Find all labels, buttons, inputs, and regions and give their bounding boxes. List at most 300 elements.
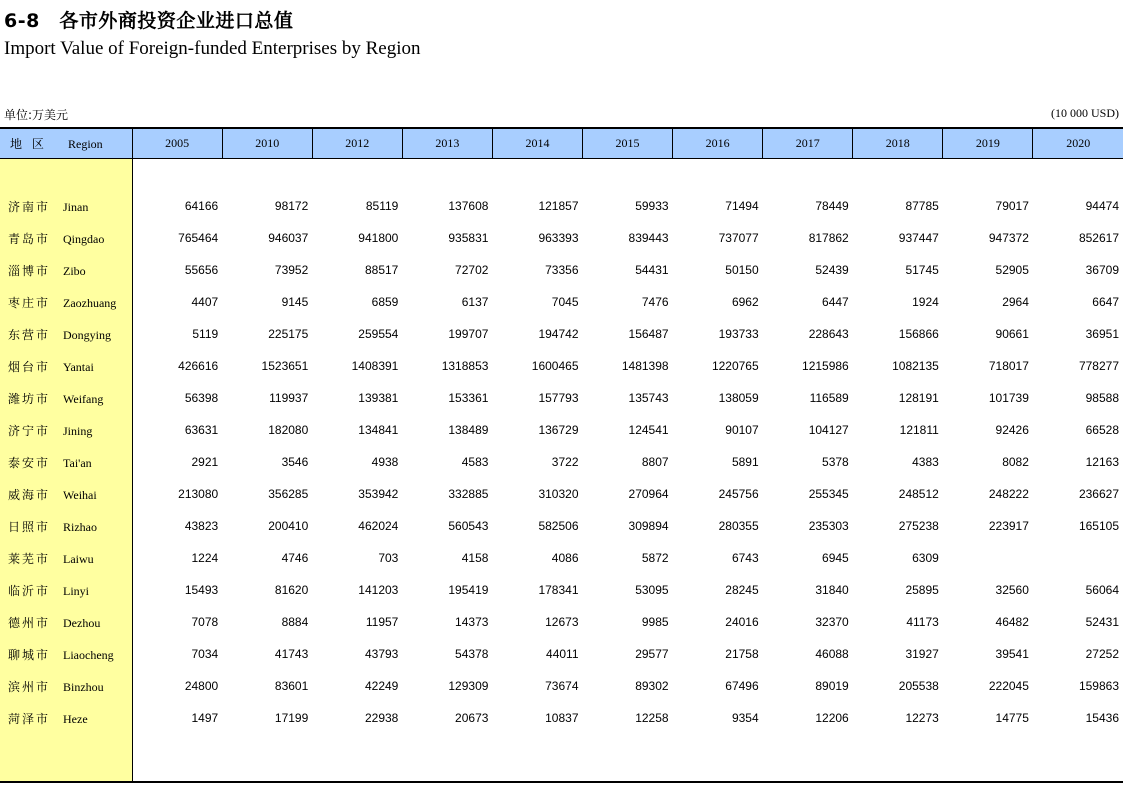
region-name-en: Liaocheng xyxy=(63,647,114,662)
value-cell: 66528 xyxy=(1085,423,1119,437)
table-row xyxy=(0,638,1123,670)
value-cell: 52431 xyxy=(1085,615,1119,629)
value-cell: 29577 xyxy=(635,647,669,661)
value-cell: 4407 xyxy=(191,295,219,309)
value-cell: 4086 xyxy=(551,551,579,565)
value-cell: 36709 xyxy=(1085,263,1119,277)
value-cell: 79017 xyxy=(995,199,1029,213)
empty-cell xyxy=(853,158,943,190)
spacer-row xyxy=(0,734,1123,782)
value-cell: 213080 xyxy=(178,487,219,501)
value-cell: 135743 xyxy=(628,391,669,405)
value-cell: 248222 xyxy=(988,487,1029,501)
value-cell: 1408391 xyxy=(351,359,399,373)
region-name-en: Weihai xyxy=(63,487,97,502)
region-name-cn: 泰安市 xyxy=(8,455,51,470)
region-cell xyxy=(0,510,132,542)
value-cell: 1600465 xyxy=(531,359,579,373)
value-cell: 817862 xyxy=(808,231,849,245)
value-cell: 43793 xyxy=(364,647,399,661)
table-row xyxy=(0,478,1123,510)
value-cell: 32560 xyxy=(995,583,1029,597)
value-cell: 194742 xyxy=(538,327,579,341)
value-cell: 63631 xyxy=(184,423,219,437)
empty-cell xyxy=(132,158,222,190)
region-name-cn: 威海市 xyxy=(8,487,51,502)
value-cell: 9985 xyxy=(641,615,669,629)
empty-cell xyxy=(943,158,1033,190)
value-cell: 46088 xyxy=(815,647,849,661)
value-cell: 235303 xyxy=(808,519,849,533)
value-cell: 73952 xyxy=(274,263,309,277)
value-cell: 5872 xyxy=(641,551,669,565)
value-cell: 98172 xyxy=(274,199,309,213)
value-cell: 88517 xyxy=(364,263,399,277)
value-cell: 43823 xyxy=(184,519,219,533)
empty-cell xyxy=(673,158,763,190)
value-cell: 946037 xyxy=(268,231,309,245)
value-cell: 9354 xyxy=(731,711,759,725)
value-cell: 94474 xyxy=(1085,199,1119,213)
empty-cell xyxy=(312,734,402,782)
value-cell: 54378 xyxy=(455,647,489,661)
region-name-cn: 临沂市 xyxy=(8,583,51,598)
value-cell: 67496 xyxy=(725,679,759,693)
page-title-cn: 6-8 各市外商投资企业进口总值 xyxy=(4,10,294,32)
value-cell: 7476 xyxy=(641,295,669,309)
empty-cell xyxy=(583,158,673,190)
value-cell: 245756 xyxy=(718,487,759,501)
value-cell: 4383 xyxy=(912,455,939,469)
region-cell xyxy=(0,158,132,190)
value-cell: 4583 xyxy=(461,455,489,469)
year-header: 2019 xyxy=(943,128,1033,158)
value-cell: 15493 xyxy=(184,583,219,597)
value-cell: 310320 xyxy=(538,487,579,501)
region-header-en: Region xyxy=(68,136,103,151)
region-name-en: Linyi xyxy=(63,583,89,598)
region-name-cn: 日照市 xyxy=(8,519,51,534)
value-cell: 129309 xyxy=(448,679,489,693)
value-cell: 12163 xyxy=(1085,455,1119,469)
value-cell: 6743 xyxy=(731,551,759,565)
value-cell: 53095 xyxy=(635,583,669,597)
value-cell: 1924 xyxy=(912,295,939,309)
value-cell: 1220765 xyxy=(711,359,759,373)
value-cell: 36951 xyxy=(1085,327,1119,341)
value-cell: 92426 xyxy=(995,423,1029,437)
value-cell: 20673 xyxy=(455,711,489,725)
region-name-en: Yantai xyxy=(63,359,94,374)
value-cell: 73356 xyxy=(545,263,579,277)
value-cell: 25895 xyxy=(905,583,939,597)
value-cell: 56064 xyxy=(1085,583,1119,597)
region-cell xyxy=(0,350,132,382)
table-row xyxy=(0,190,1123,222)
region-name-en: Zaozhuang xyxy=(63,295,117,310)
value-cell: 255345 xyxy=(808,487,849,501)
value-cell: 89302 xyxy=(635,679,669,693)
value-cell: 24016 xyxy=(725,615,759,629)
value-cell: 22938 xyxy=(364,711,399,725)
year-header: 2005 xyxy=(132,128,222,158)
page-title-en: Import Value of Foreign-funded Enterprises by Region xyxy=(4,38,421,59)
region-cell xyxy=(0,574,132,606)
value-cell: 134841 xyxy=(358,423,399,437)
table-row xyxy=(0,222,1123,254)
region-cell xyxy=(0,670,132,702)
region-name-cn: 德州市 xyxy=(8,615,51,630)
year-header: 2015 xyxy=(583,128,673,158)
value-cell: 71494 xyxy=(725,199,759,213)
region-name-en: Qingdao xyxy=(63,231,105,246)
value-cell: 104127 xyxy=(808,423,849,437)
value-cell: 4938 xyxy=(371,455,399,469)
table-row xyxy=(0,350,1123,382)
value-cell xyxy=(943,542,1033,574)
value-cell: 5119 xyxy=(192,327,219,341)
value-cell: 2921 xyxy=(191,455,219,469)
value-cell: 52905 xyxy=(995,263,1029,277)
value-cell: 1497 xyxy=(191,711,219,725)
value-cell: 228643 xyxy=(808,327,849,341)
value-cell: 59933 xyxy=(635,199,669,213)
value-cell: 259554 xyxy=(358,327,399,341)
value-cell: 78449 xyxy=(815,199,849,213)
value-cell: 7045 xyxy=(551,295,579,309)
value-cell: 50150 xyxy=(725,263,759,277)
value-cell: 270964 xyxy=(628,487,669,501)
region-name-cn: 东营市 xyxy=(8,327,51,342)
empty-cell xyxy=(492,158,582,190)
value-cell: 9145 xyxy=(281,295,309,309)
year-header: 2016 xyxy=(673,128,763,158)
empty-cell xyxy=(583,734,673,782)
empty-cell xyxy=(312,158,402,190)
value-cell: 55656 xyxy=(184,263,219,277)
value-cell: 6309 xyxy=(912,551,939,565)
value-cell: 6447 xyxy=(822,295,849,309)
value-cell: 8807 xyxy=(641,455,669,469)
value-cell: 937447 xyxy=(898,231,939,245)
value-cell: 5891 xyxy=(731,455,759,469)
value-cell: 6647 xyxy=(1092,295,1119,309)
value-cell: 200410 xyxy=(268,519,309,533)
spacer-row xyxy=(0,158,1123,190)
empty-cell xyxy=(222,734,312,782)
value-cell: 718017 xyxy=(988,359,1029,373)
value-cell: 12273 xyxy=(905,711,939,725)
region-cell xyxy=(0,222,132,254)
region-cell xyxy=(0,446,132,478)
value-cell: 121857 xyxy=(538,199,579,213)
year-header: 2017 xyxy=(763,128,853,158)
value-cell: 839443 xyxy=(628,231,669,245)
value-cell: 3722 xyxy=(551,455,579,469)
empty-cell xyxy=(222,158,312,190)
value-cell: 153361 xyxy=(448,391,489,405)
region-name-cn: 济宁市 xyxy=(8,423,51,438)
value-cell: 156487 xyxy=(628,327,669,341)
value-cell: 64166 xyxy=(184,199,219,213)
value-cell: 119937 xyxy=(269,391,309,405)
value-cell: 225175 xyxy=(268,327,309,341)
value-cell: 54431 xyxy=(635,263,669,277)
value-cell: 560543 xyxy=(448,519,489,533)
table-body xyxy=(0,158,1123,782)
value-cell: 199707 xyxy=(448,327,489,341)
value-cell: 31927 xyxy=(905,647,939,661)
value-cell: 136729 xyxy=(538,423,579,437)
region-name-en: Heze xyxy=(63,711,88,726)
region-name-en: Binzhou xyxy=(63,679,104,694)
value-cell: 21758 xyxy=(725,647,759,661)
region-cell xyxy=(0,638,132,670)
value-cell: 765464 xyxy=(178,231,219,245)
value-cell: 51745 xyxy=(905,263,939,277)
unit-label-en: (10 000 USD) xyxy=(1051,106,1119,120)
value-cell: 28245 xyxy=(725,583,759,597)
value-cell: 12258 xyxy=(635,711,669,725)
region-name-cn: 淄博市 xyxy=(8,263,51,278)
value-cell: 15436 xyxy=(1085,711,1119,725)
region-cell xyxy=(0,382,132,414)
region-cell xyxy=(0,286,132,318)
value-cell: 3546 xyxy=(281,455,309,469)
value-cell: 56398 xyxy=(184,391,219,405)
region-name-en: Zibo xyxy=(63,263,86,278)
table-row xyxy=(0,446,1123,478)
value-cell: 12673 xyxy=(545,615,579,629)
value-cell: 4158 xyxy=(461,551,489,565)
empty-cell xyxy=(402,158,492,190)
value-cell: 165105 xyxy=(1078,519,1119,533)
empty-cell xyxy=(132,734,222,782)
value-cell: 195419 xyxy=(448,583,489,597)
empty-cell xyxy=(1033,158,1123,190)
table-row xyxy=(0,702,1123,734)
value-cell: 89019 xyxy=(815,679,849,693)
value-cell: 248512 xyxy=(898,487,939,501)
region-cell xyxy=(0,318,132,350)
region-name-en: Dongying xyxy=(63,327,111,342)
value-cell: 116589 xyxy=(809,391,849,405)
value-cell: 14775 xyxy=(995,711,1029,725)
region-cell xyxy=(0,478,132,510)
value-cell: 12206 xyxy=(815,711,849,725)
unit-label-cn: 单位:万美元 xyxy=(4,108,69,122)
value-cell: 193733 xyxy=(718,327,759,341)
region-cell xyxy=(0,414,132,446)
value-cell: 87785 xyxy=(905,199,939,213)
empty-cell xyxy=(853,734,943,782)
empty-cell xyxy=(763,734,853,782)
value-cell: 941800 xyxy=(358,231,399,245)
value-cell: 737077 xyxy=(718,231,759,245)
value-cell: 137608 xyxy=(448,199,489,213)
table-row xyxy=(0,574,1123,606)
region-cell xyxy=(0,702,132,734)
value-cell: 52439 xyxy=(815,263,849,277)
region-cell xyxy=(0,606,132,638)
region-name-en: Dezhou xyxy=(63,615,101,630)
value-cell: 1318853 xyxy=(441,359,489,373)
empty-cell xyxy=(943,734,1033,782)
empty-cell xyxy=(673,734,763,782)
value-cell: 72702 xyxy=(455,263,489,277)
value-cell: 178341 xyxy=(538,583,579,597)
region-name-cn: 莱芜市 xyxy=(8,551,51,566)
region-header-cn: 地 区 xyxy=(10,136,47,151)
value-cell: 42249 xyxy=(364,679,399,693)
value-cell: 157793 xyxy=(538,391,579,405)
table-header-row xyxy=(0,128,1123,158)
value-cell: 1523651 xyxy=(261,359,309,373)
value-cell: 182080 xyxy=(268,423,309,437)
value-cell: 8082 xyxy=(1002,455,1029,469)
region-name-cn: 滨州市 xyxy=(8,679,51,694)
value-cell: 963393 xyxy=(538,231,579,245)
value-cell: 73674 xyxy=(545,679,579,693)
table-row xyxy=(0,606,1123,638)
region-name-en: Tai'an xyxy=(63,455,92,470)
value-cell: 309894 xyxy=(628,519,669,533)
value-cell: 1224 xyxy=(191,551,219,565)
region-name-en: Rizhao xyxy=(63,519,97,534)
value-cell: 139381 xyxy=(358,391,399,405)
value-cell: 41743 xyxy=(274,647,309,661)
empty-cell xyxy=(1033,734,1123,782)
value-cell: 44011 xyxy=(546,647,579,661)
table-row xyxy=(0,510,1123,542)
table-row xyxy=(0,254,1123,286)
value-cell xyxy=(1033,542,1123,574)
value-cell: 81620 xyxy=(274,583,309,597)
year-header: 2012 xyxy=(312,128,402,158)
value-cell: 935831 xyxy=(448,231,489,245)
value-cell: 98588 xyxy=(1085,391,1119,405)
value-cell: 280355 xyxy=(718,519,759,533)
value-cell: 6137 xyxy=(461,295,489,309)
table-row xyxy=(0,382,1123,414)
region-name-en: Jinan xyxy=(63,199,89,214)
region-name-en: Weifang xyxy=(63,391,104,406)
empty-cell xyxy=(402,734,492,782)
region-cell xyxy=(0,542,132,574)
region-name-cn: 青岛市 xyxy=(8,231,51,246)
value-cell: 10837 xyxy=(545,711,579,725)
value-cell: 31840 xyxy=(815,583,849,597)
value-cell: 138489 xyxy=(448,423,489,437)
value-cell: 141203 xyxy=(358,583,399,597)
region-cell xyxy=(0,734,132,782)
value-cell: 1082135 xyxy=(892,359,939,373)
region-name-cn: 菏泽市 xyxy=(8,711,51,726)
region-cell xyxy=(0,190,132,222)
value-cell: 7034 xyxy=(191,647,219,661)
value-cell: 2964 xyxy=(1002,295,1029,309)
region-name-cn: 烟台市 xyxy=(8,359,51,374)
value-cell: 332885 xyxy=(448,487,489,501)
value-cell: 32370 xyxy=(815,615,849,629)
year-header: 2010 xyxy=(222,128,312,158)
value-cell: 11957 xyxy=(365,615,399,629)
value-cell: 1481398 xyxy=(621,359,669,373)
year-header: 2020 xyxy=(1033,128,1123,158)
table-row xyxy=(0,286,1123,318)
value-cell: 83601 xyxy=(274,679,309,693)
table-row xyxy=(0,542,1123,574)
value-cell: 124541 xyxy=(628,423,669,437)
value-cell: 353942 xyxy=(358,487,399,501)
value-cell: 426616 xyxy=(178,359,219,373)
value-cell: 947372 xyxy=(988,231,1029,245)
region-name-en: Jining xyxy=(63,423,93,438)
table-row xyxy=(0,318,1123,350)
value-cell: 17199 xyxy=(274,711,309,725)
value-cell: 703 xyxy=(378,551,399,565)
region-name-en: Laiwu xyxy=(63,551,94,566)
region-name-cn: 枣庄市 xyxy=(8,295,51,310)
value-cell: 156866 xyxy=(898,327,939,341)
value-cell: 128191 xyxy=(898,391,939,405)
value-cell: 6962 xyxy=(731,295,759,309)
value-cell: 27252 xyxy=(1085,647,1119,661)
value-cell: 223917 xyxy=(988,519,1029,533)
value-cell: 46482 xyxy=(995,615,1029,629)
value-cell: 101739 xyxy=(988,391,1029,405)
region-column-header xyxy=(0,128,132,158)
value-cell: 41173 xyxy=(906,615,939,629)
value-cell: 1215986 xyxy=(802,359,849,373)
value-cell: 8884 xyxy=(281,615,309,629)
table-row xyxy=(0,670,1123,702)
value-cell: 582506 xyxy=(538,519,579,533)
region-name-cn: 潍坊市 xyxy=(8,391,51,406)
year-header: 2013 xyxy=(402,128,492,158)
value-cell: 90107 xyxy=(725,423,759,437)
value-cell: 85119 xyxy=(365,199,399,213)
value-cell: 14373 xyxy=(455,615,489,629)
value-cell: 138059 xyxy=(718,391,759,405)
empty-cell xyxy=(763,158,853,190)
value-cell: 6859 xyxy=(371,295,399,309)
empty-cell xyxy=(492,734,582,782)
region-name-cn: 济南市 xyxy=(8,199,51,214)
value-cell: 236627 xyxy=(1078,487,1119,501)
table-row xyxy=(0,414,1123,446)
region-name-cn: 聊城市 xyxy=(8,647,51,662)
value-cell: 159863 xyxy=(1078,679,1119,693)
value-cell: 90661 xyxy=(995,327,1029,341)
value-cell: 778277 xyxy=(1078,359,1119,373)
value-cell: 222045 xyxy=(988,679,1029,693)
value-cell: 4746 xyxy=(281,551,309,565)
value-cell: 852617 xyxy=(1078,231,1119,245)
value-cell: 6945 xyxy=(822,551,849,565)
value-cell: 5378 xyxy=(822,455,849,469)
value-cell: 7078 xyxy=(191,615,219,629)
import-value-table xyxy=(0,127,1123,783)
value-cell: 24800 xyxy=(184,679,219,693)
value-cell: 121811 xyxy=(899,423,939,437)
year-header: 2014 xyxy=(492,128,582,158)
region-cell xyxy=(0,254,132,286)
year-header: 2018 xyxy=(853,128,943,158)
value-cell: 205538 xyxy=(898,679,939,693)
value-cell: 356285 xyxy=(268,487,309,501)
value-cell: 275238 xyxy=(898,519,939,533)
